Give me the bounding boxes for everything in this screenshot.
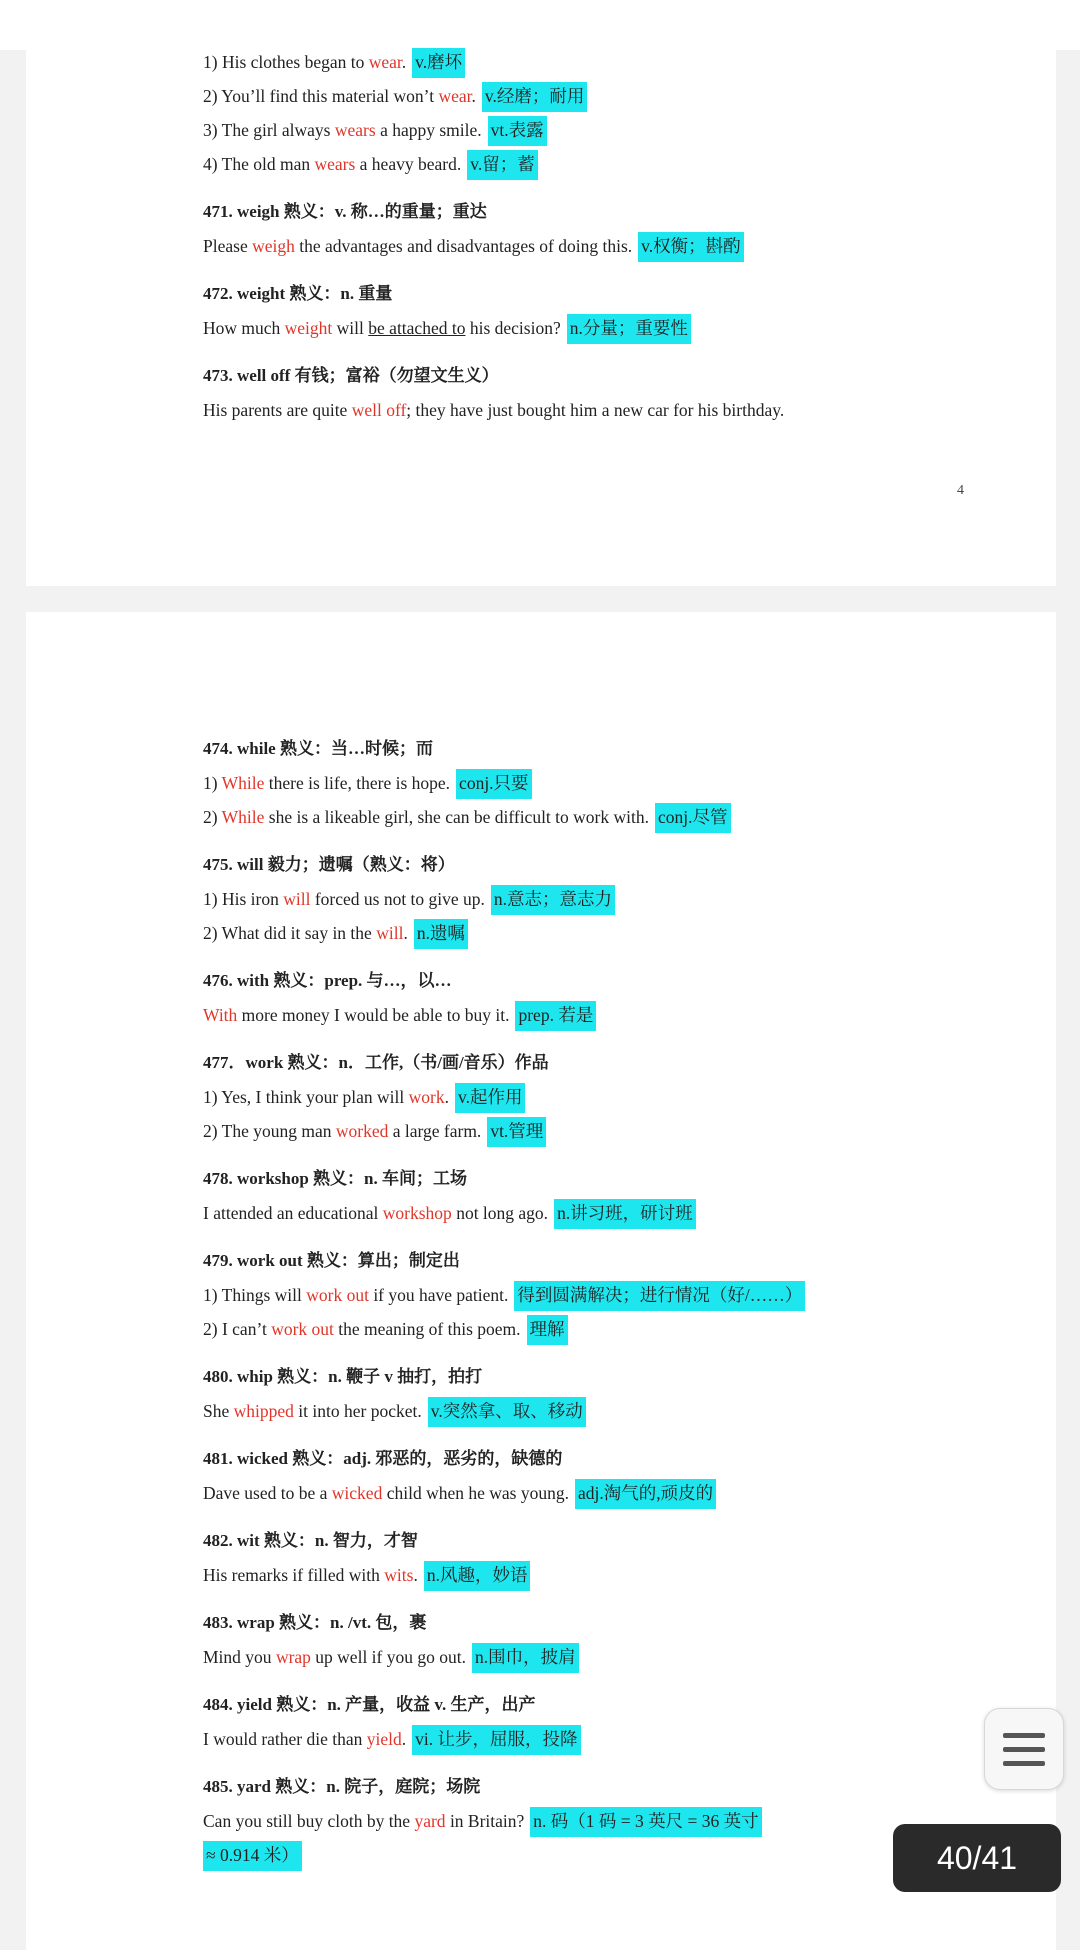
page2-content [203,732,963,1872]
gloss-highlight: n.遗嘱 [414,919,468,949]
gloss-highlight: prep. 若是 [515,1001,596,1031]
top-bar [0,0,1080,50]
example-line: 1) While there is life, there is hope. conj.只要 [203,766,963,800]
page1-content [203,45,963,427]
example-line: Dave used to be a wicked child when he was young. adj.淘气的,顽皮的 [203,1476,963,1510]
gloss-highlight: n. 码（1 码 = 3 英尺 = 36 英寸 [530,1807,761,1837]
example-line: 2) I can’t work out the meaning of this poem. 理解 [203,1312,963,1346]
example-line: 4) The old man wears a heavy beard. v.留；蓄 [203,147,963,181]
example-line: Mind you wrap up well if you go out. n.围巾，披肩 [203,1640,963,1674]
example-line: 2) What did it say in the will. n.遗嘱 [203,916,963,950]
example-line: Please weigh the advantages and disadvantages of doing this. v.权衡；斟酌 [203,229,963,263]
example-line: I attended an educational workshop not long ago. n.讲习班，研讨班 [203,1196,963,1230]
gloss-highlight: vt.表露 [488,116,547,146]
gloss-highlight: 得到圆满解决；进行情况（好/……） [514,1281,805,1311]
entry-heading: 478. workshop 熟义：n. 车间；工场 [203,1169,468,1188]
entry-heading: 477．work 熟义：n．工作,（书/画/音乐）作品 [203,1053,549,1072]
entry-heading: 482. wit 熟义：n. 智力，才智 [203,1531,418,1550]
example-line: I would rather die than yield. vi. 让步，屈服，投降 [203,1722,963,1756]
example-line: 2) While she is a likeable girl, she can be difficult to work with. conj.尽管 [203,800,963,834]
entry-heading: 476. with 熟义：prep. 与…，以… [203,971,452,990]
example-line: With more money I would be able to buy it. prep. 若是 [203,998,963,1032]
gloss-highlight: n.围巾，披肩 [472,1643,579,1673]
entry-heading: 472. weight 熟义：n. 重量 [203,284,393,303]
example-line: 1) His iron will forced us not to give up. n.意志；意志力 [203,882,963,916]
gloss-highlight: n.风趣，妙语 [424,1561,531,1591]
gloss-highlight: conj.只要 [456,769,532,799]
entry-heading: 483. wrap 熟义：n. /vt. 包，裹 [203,1613,427,1632]
gloss-highlight: vi. 让步，屈服，投降 [412,1725,580,1755]
example-line: His parents are quite well off; they have just bought him a new car for his birthday. [203,400,785,420]
gloss-highlight: adj.淘气的,顽皮的 [575,1479,716,1509]
example-line-continued [203,1838,963,1872]
gloss-highlight: v.突然拿、取、移动 [428,1397,586,1427]
entry-heading: 480. whip 熟义：n. 鞭子 v 抽打，拍打 [203,1367,483,1386]
example-line: 1) His clothes began to wear. v.磨坏 [203,45,963,79]
example-line: 1) Things will work out if you have patient. 得到圆满解决；进行情况（好/……） [203,1278,963,1312]
example-line: 3) The girl always wears a happy smile. vt.表露 [203,113,963,147]
document-page-5 [26,612,1056,1950]
gloss-highlight: v.磨坏 [412,48,465,78]
entry-heading: 475. will 毅力；遗嘱（熟义：将） [203,855,455,874]
example-line: 1) Yes, I think your plan will work. v.起作用 [203,1080,963,1114]
example-line: She whipped it into her pocket. v.突然拿、取、移动 [203,1394,963,1428]
gloss-highlight: v.起作用 [455,1083,526,1113]
example-line: How much weight will be attached to his decision? n.分量；重要性 [203,311,963,345]
example-line: His remarks if filled with wits. n.风趣，妙语 [203,1558,963,1592]
gloss-highlight: 理解 [527,1315,568,1345]
entry-heading: 471. weigh 熟义：v. 称…的重量；重达 [203,202,487,221]
example-line: 2) You’ll find this material won’t wear. v.经磨；耐用 [203,79,963,113]
example-line: Can you still buy cloth by the yard in Britain? n. 码（1 码 = 3 英尺 = 36 英寸 [203,1804,963,1838]
gloss-highlight: ≈ 0.914 米） [203,1841,302,1871]
entry-heading: 485. yard 熟义：n. 院子，庭院；场院 [203,1777,481,1796]
gloss-highlight: n.讲习班，研讨班 [554,1199,696,1229]
gloss-highlight: v.权衡；斟酌 [638,232,744,262]
entry-heading: 473. well off 有钱；富裕（勿望文生义） [203,366,499,385]
hamburger-menu-icon[interactable] [984,1708,1064,1790]
gloss-highlight: n.分量；重要性 [567,314,691,344]
example-line: 2) The young man worked a large farm. vt.管理 [203,1114,963,1148]
gloss-highlight: v.留；蓄 [467,150,538,180]
entry-heading: 474. while 熟义：当…时候；而 [203,739,433,758]
document-page-4 [26,50,1056,586]
page-indicator: 40/41 [893,1824,1061,1892]
gloss-highlight: n.意志；意志力 [491,885,615,915]
entry-heading: 484. yield 熟义：n. 产量，收益 v. 生产，出产 [203,1695,536,1714]
gloss-highlight: vt.管理 [487,1117,546,1147]
page-number: 4 [957,483,964,498]
entry-heading: 479. work out 熟义：算出；制定出 [203,1251,460,1270]
gloss-highlight: conj.尽管 [655,803,731,833]
entry-heading: 481. wicked 熟义：adj. 邪恶的，恶劣的，缺德的 [203,1449,563,1468]
gloss-highlight: v.经磨；耐用 [482,82,588,112]
